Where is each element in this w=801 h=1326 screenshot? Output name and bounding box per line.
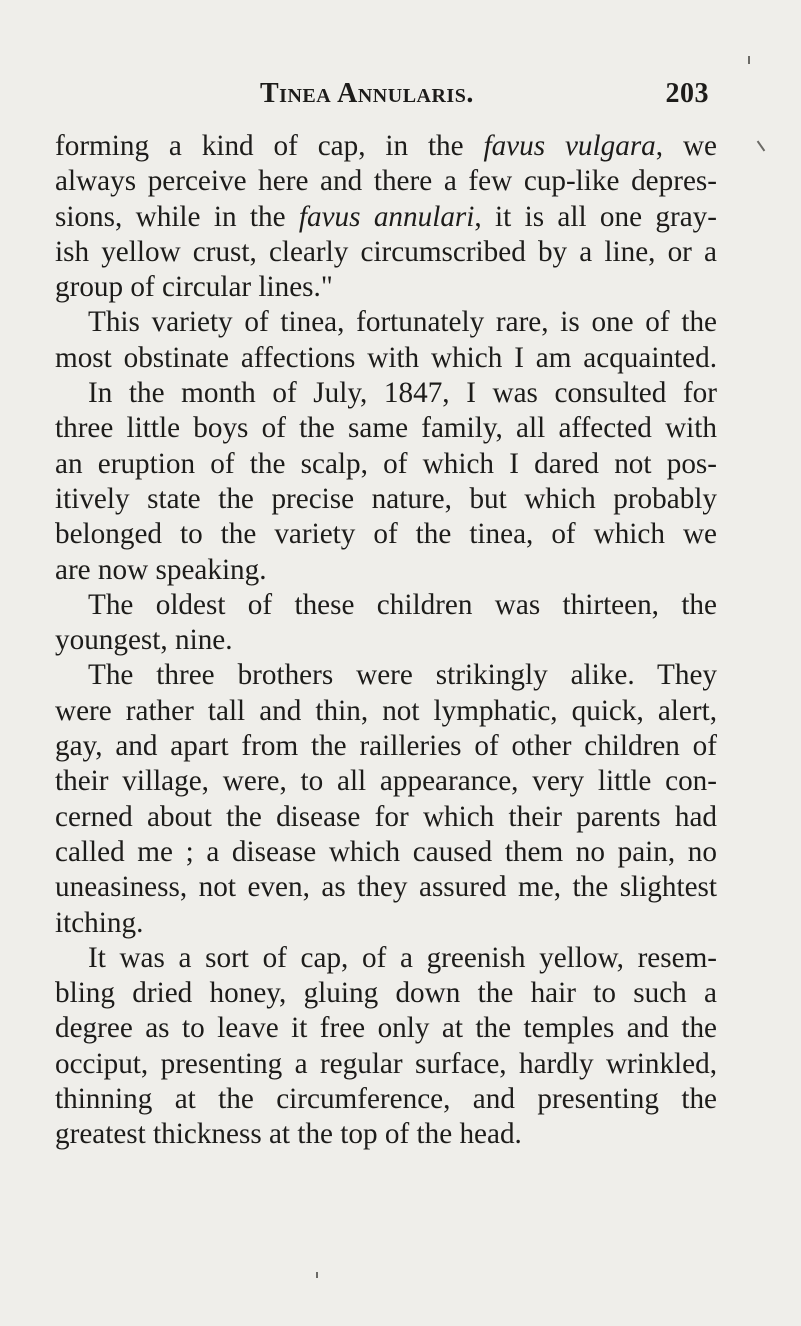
text-line <box>55 305 717 340</box>
text-segment: ish yellow crust, clearly circumscribed by a line, or a <box>55 235 717 268</box>
text-segment: forming a kind of cap, in the <box>55 130 484 162</box>
text-segment: cerned about the disease for which their parents had <box>55 800 717 833</box>
text-segment: In the month of July, 1847, I was consulted for <box>88 377 717 410</box>
text-line <box>55 376 717 411</box>
text-segment: their village, were, to all appearance, very little con- <box>55 765 717 798</box>
text-line <box>55 764 717 799</box>
running-head <box>248 78 709 118</box>
text-line <box>55 235 717 270</box>
print-speck <box>757 141 766 152</box>
running-title: Tinea Annularis. <box>260 78 474 109</box>
text-segment: , it is all one gray- <box>474 200 717 233</box>
text-segment: gay, and apart from the railleries of other children of <box>55 730 717 763</box>
italic-term: favus vulgara <box>483 130 656 162</box>
text-line <box>55 482 717 517</box>
text-line <box>55 1047 717 1082</box>
text-segment: It was a sort of cap, of a greenish yellow, resem- <box>88 941 717 974</box>
text-segment: three little boys of the same family, all affected with <box>55 412 717 445</box>
text-line <box>55 270 717 305</box>
text-segment: This variety of tinea, fortunately rare, is one of the <box>88 306 717 339</box>
print-speck <box>316 1272 318 1278</box>
text-line <box>55 588 717 623</box>
text-segment: are now speaking. <box>55 553 267 586</box>
text-segment: most obstinate affections with which I am acquainted. <box>55 341 717 374</box>
text-line <box>55 1117 717 1152</box>
text-line <box>55 1082 717 1117</box>
text-segment: always perceive here and there a few cup-like depres- <box>55 165 717 198</box>
text-segment: itching. <box>55 906 144 939</box>
text-line <box>55 906 717 941</box>
text-segment: occiput, presenting a regular surface, hardly wrinkled, <box>55 1047 717 1080</box>
text-line <box>55 200 717 235</box>
body-text <box>55 129 717 1153</box>
text-segment: degree as to leave it free only at the temples and the <box>55 1012 717 1045</box>
text-line <box>55 941 717 976</box>
text-segment: itively state the precise nature, but which probably <box>55 482 717 515</box>
text-line <box>55 447 717 482</box>
italic-term: favus annulari <box>298 200 475 233</box>
text-segment: The oldest of these children was thirteen, the <box>88 588 717 621</box>
text-line <box>55 129 717 164</box>
text-line <box>55 835 717 870</box>
text-line <box>55 553 717 588</box>
text-segment: greatest thickness at the top of the head. <box>55 1118 522 1151</box>
text-segment: sions, while in the <box>55 200 299 233</box>
text-line <box>55 694 717 729</box>
text-line <box>55 623 717 658</box>
text-line <box>55 800 717 835</box>
text-segment: uneasiness, not even, as they assured me, the slightest <box>55 871 717 904</box>
text-segment: belonged to the variety of the tinea, of which we <box>55 518 717 551</box>
text-segment: an eruption of the scalp, of which I dared not pos- <box>55 447 717 480</box>
text-line <box>55 976 717 1011</box>
text-segment: bling dried honey, gluing down the hair to such a <box>55 977 717 1010</box>
text-line <box>55 870 717 905</box>
text-line <box>55 164 717 199</box>
text-line <box>55 658 717 693</box>
text-segment: thinning at the circumference, and presenting the <box>55 1083 717 1116</box>
text-line <box>55 341 717 376</box>
text-segment: youngest, nine. <box>55 624 233 657</box>
text-line <box>55 517 717 552</box>
print-speck <box>748 56 750 64</box>
text-line <box>55 411 717 446</box>
text-segment: called me ; a disease which caused them no pain, no <box>55 835 717 868</box>
text-segment: were rather tall and thin, not lymphatic, quick, alert, <box>55 694 717 727</box>
text-line <box>55 1011 717 1046</box>
text-line <box>55 729 717 764</box>
page-number: 203 <box>665 78 709 109</box>
text-segment: The three brothers were strikingly alike. They <box>88 659 717 692</box>
text-segment: , we <box>655 130 717 162</box>
text-segment: group of circular lines." <box>55 271 333 304</box>
